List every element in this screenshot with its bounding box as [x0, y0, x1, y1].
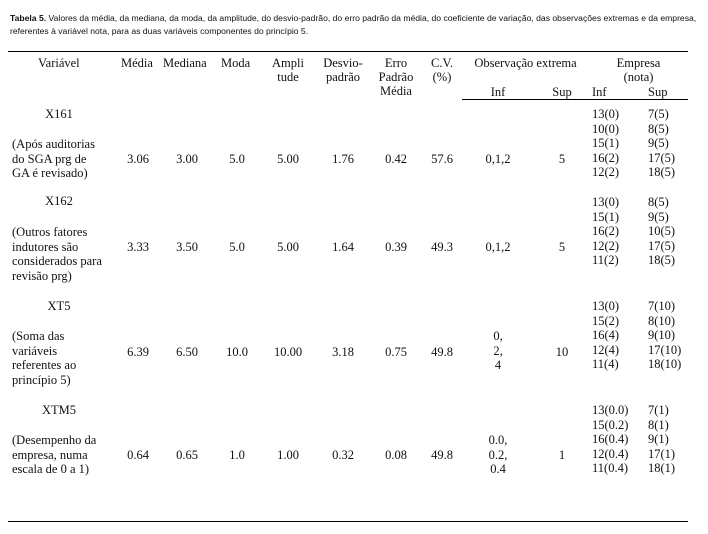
cell-erro: 0.08 — [385, 448, 407, 462]
cell-mediana: 6.50 — [176, 345, 198, 359]
header-erro-3: Média — [380, 84, 412, 98]
header-variavel: Variável — [38, 56, 80, 70]
cell-cv: 57.6 — [431, 152, 453, 166]
cell-emp-sup: 7(1) 8(1) 9(1) 17(1) 18(1) — [648, 403, 676, 475]
cell-cv: 49.8 — [431, 448, 453, 462]
header-moda: Moda — [221, 56, 251, 70]
cell-media: 6.39 — [127, 345, 149, 359]
cell-media: 0.64 — [127, 448, 149, 462]
cell-erro: 0.42 — [385, 152, 407, 166]
cell-obs-sup: 10 — [555, 345, 569, 359]
row-description: (Desempenho da empresa, numa escala de 0 a 1) — [12, 433, 97, 476]
cell-media: 3.06 — [127, 152, 149, 166]
cell-obs-inf: 0,1,2 — [485, 240, 511, 254]
row-code: XT5 — [47, 299, 71, 313]
header-desvio-1: Desvio- — [323, 56, 363, 70]
cell-desvio: 3.18 — [332, 345, 354, 359]
cell-emp-inf: 13(0) 10(0) 15(1) 16(2) 12(2) — [592, 107, 620, 179]
header-amplitude-1: Ampli — [272, 56, 304, 70]
header-emp-sup: Sup — [648, 85, 668, 99]
cell-moda: 1.0 — [229, 448, 245, 462]
cell-erro: 0.39 — [385, 240, 407, 254]
caption-text: Valores da média, da mediana, da moda, da amplitude, do desvio-padrão, do erro padrão da média, do coeficiente de variação, das observações extremas e da empresa, referentes à variável nota, para as duas variáveis componentes do princípio 5. — [10, 13, 697, 36]
caption-label: Tabela 5. — [10, 13, 47, 23]
cell-moda: 5.0 — [229, 240, 245, 254]
cell-emp-sup: 7(5) 8(5) 9(5) 17(5) 18(5) — [648, 107, 676, 179]
cell-emp-inf: 13(0.0) 15(0.2) 16(0.4) 12(0.4) 11(0.4) — [592, 403, 629, 475]
cell-mediana: 3.00 — [176, 152, 198, 166]
cell-amplitude: 5.00 — [277, 240, 299, 254]
cell-amplitude: 1.00 — [277, 448, 299, 462]
cell-obs-sup: 1 — [558, 448, 566, 462]
table-caption — [10, 12, 700, 37]
cell-amplitude: 5.00 — [277, 152, 299, 166]
header-mediana: Mediana — [163, 56, 207, 70]
top-rule — [8, 51, 688, 52]
header-empresa-1: Empresa — [616, 56, 661, 70]
cell-obs-sup: 5 — [558, 240, 566, 254]
header-erro-2: Padrão — [378, 70, 414, 84]
cell-emp-inf: 13(0) 15(1) 16(2) 12(2) 11(2) — [592, 195, 620, 267]
header-cv-2: (%) — [432, 70, 452, 84]
cell-emp-inf: 13(0) 15(2) 16(4) 12(4) 11(4) — [592, 299, 620, 371]
header-amplitude-2: tude — [277, 70, 299, 84]
header-empresa-2: (nota) — [623, 70, 654, 84]
cell-media: 3.33 — [127, 240, 149, 254]
cell-desvio: 1.64 — [332, 240, 354, 254]
cell-emp-sup: 8(5) 9(5) 10(5) 17(5) 18(5) — [648, 195, 676, 267]
cell-obs-inf: 0.0, 0.2, 0.4 — [488, 433, 508, 476]
header-observacao: Observação extrema — [474, 56, 577, 70]
row-code: X162 — [45, 194, 73, 208]
header-media: Média — [121, 56, 153, 70]
cell-obs-sup: 5 — [558, 152, 566, 166]
cell-moda: 10.0 — [226, 345, 248, 359]
header-obs-sup: Sup — [552, 85, 572, 99]
header-obs-inf: Inf — [490, 85, 506, 99]
cell-mediana: 3.50 — [176, 240, 198, 254]
cell-obs-inf: 0,1,2 — [485, 152, 511, 166]
row-code: X161 — [45, 107, 73, 121]
cell-cv: 49.8 — [431, 345, 453, 359]
cell-desvio: 0.32 — [332, 448, 354, 462]
cell-mediana: 0.65 — [176, 448, 198, 462]
cell-emp-sup: 7(10) 8(10) 9(10) 17(10) 18(10) — [648, 299, 682, 371]
cell-obs-inf: 0, 2, 4 — [493, 329, 503, 372]
row-description: (Outros fatores indutores são considerados para revisão prg) — [12, 225, 102, 283]
header-desvio-2: padrão — [325, 70, 360, 84]
cell-erro: 0.75 — [385, 345, 407, 359]
header-erro-1: Erro — [384, 56, 408, 70]
cell-moda: 5.0 — [229, 152, 245, 166]
row-description: (Soma das variáveis referentes ao princípio 5) — [12, 329, 77, 387]
cell-amplitude: 10.00 — [273, 345, 303, 359]
header-emp-inf: Inf — [592, 85, 607, 99]
bottom-rule — [8, 521, 688, 522]
cell-desvio: 1.76 — [332, 152, 354, 166]
header-cv-1: C.V. — [430, 56, 453, 70]
row-code: XTM5 — [41, 403, 77, 417]
row-description: (Após auditorias do SGA prg de GA é revisado) — [12, 137, 95, 180]
cell-cv: 49.3 — [431, 240, 453, 254]
